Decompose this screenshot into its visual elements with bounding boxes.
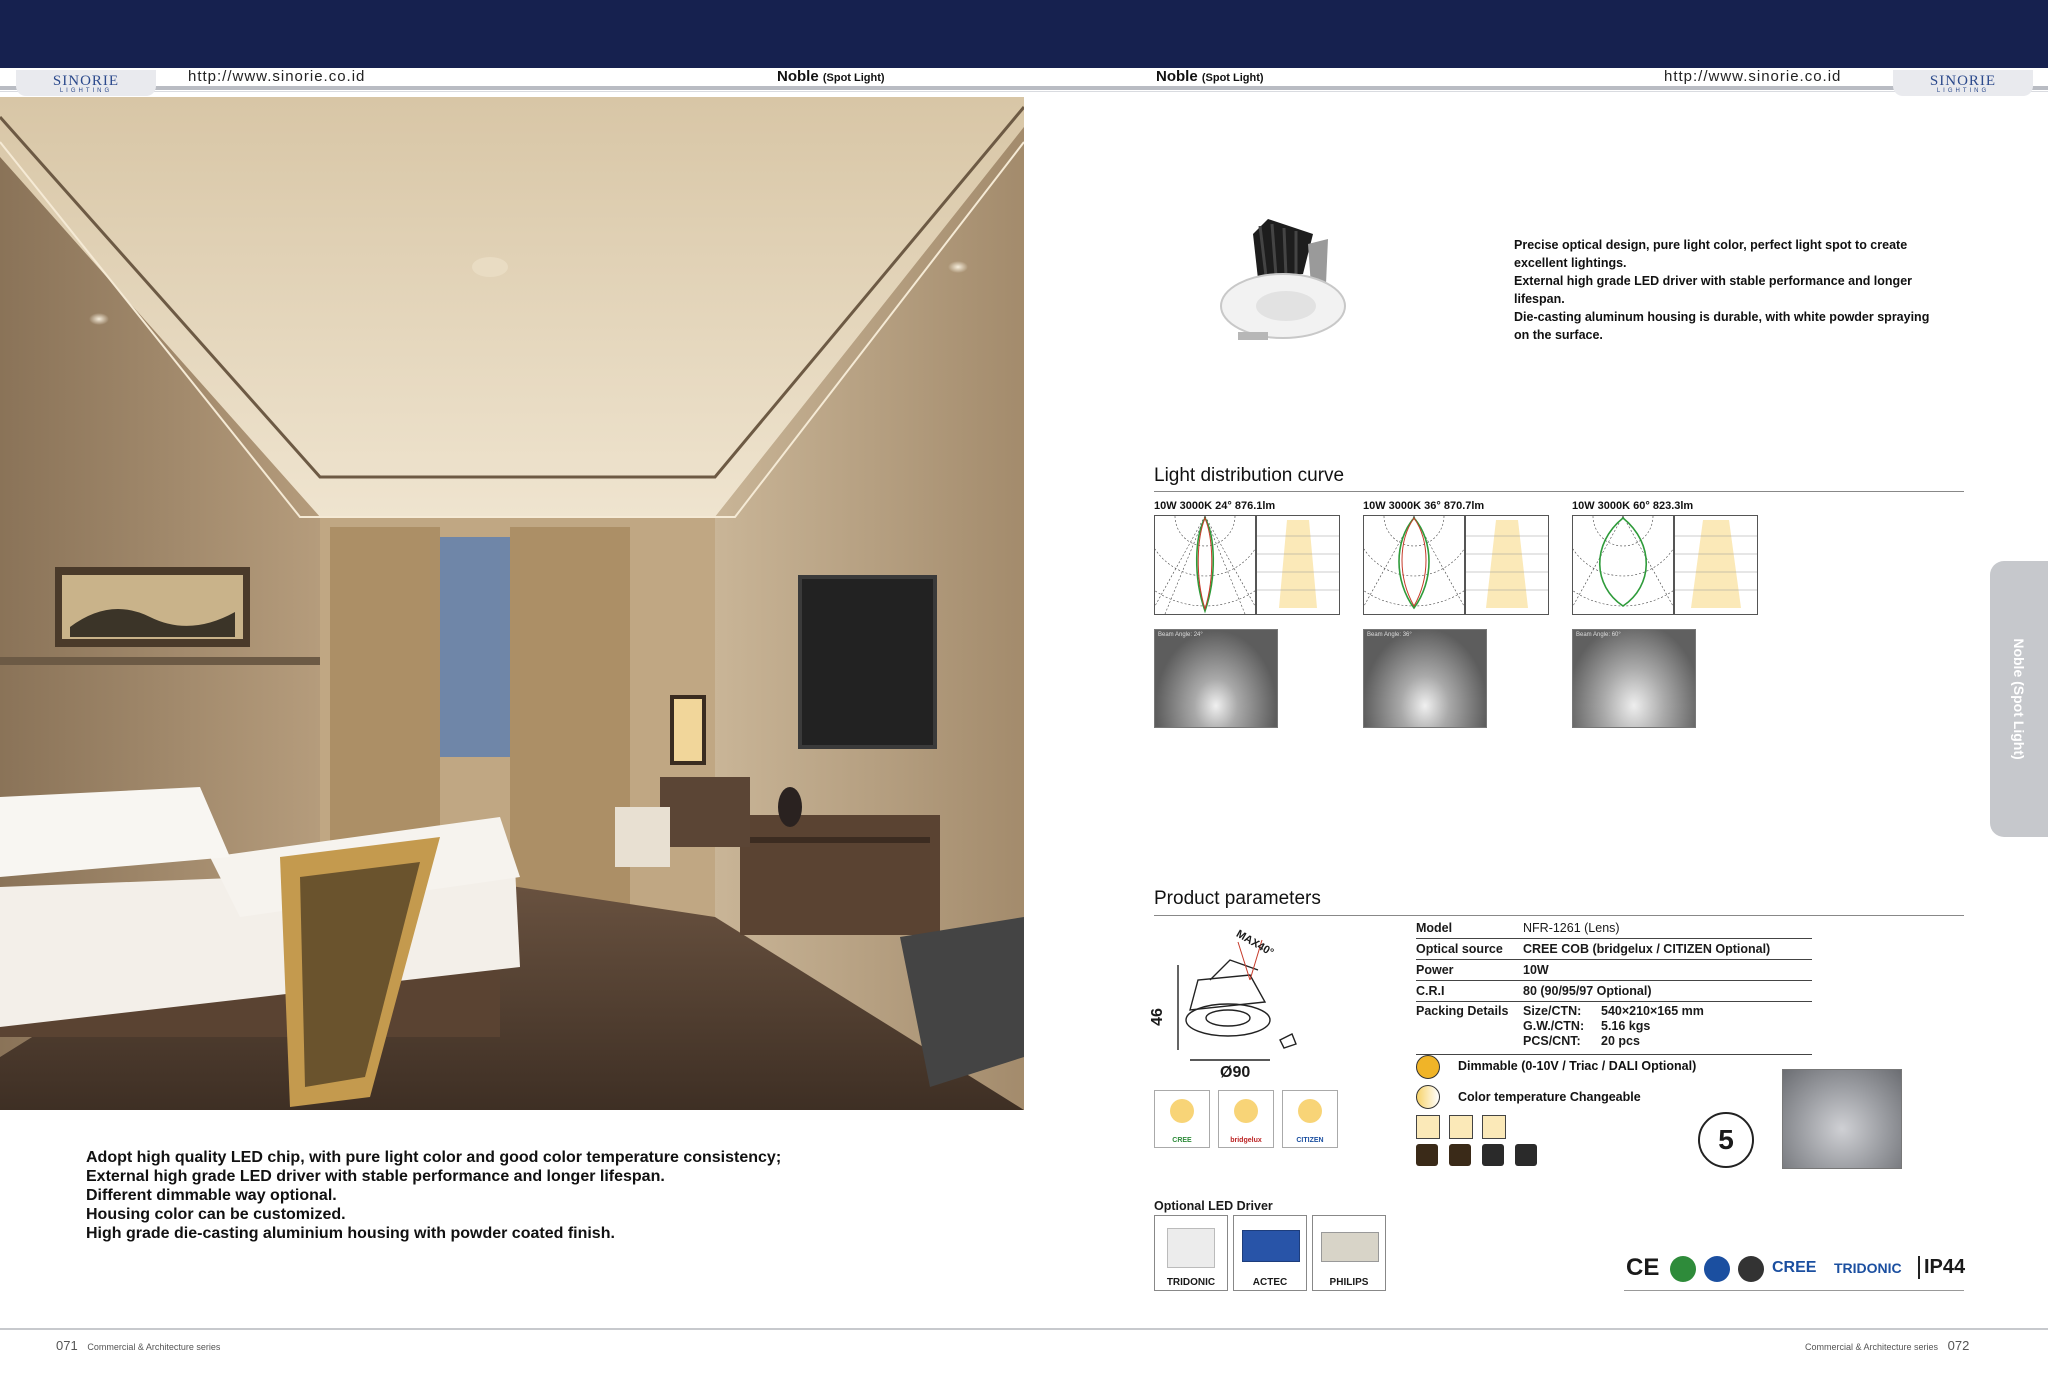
description-line: External high grade LED driver with stable performance and longer lifespan. [1514,274,1913,306]
feature-item: High grade die-casting aluminium housing with powder coated finish. [86,1225,615,1242]
param-key: Optical source [1416,942,1503,956]
logo-right [1893,70,2033,96]
led-chip-icon [1298,1099,1322,1123]
curve-label: 10W 3000K 24° 876.1lm [1154,500,1276,512]
packing-key: G.W./CTN: [1523,1019,1585,1033]
side-tab[interactable] [1990,561,2048,837]
warranty-years: 5 [1718,1124,1734,1155]
logo-subtext: LIGHTING [1936,88,1990,94]
product-sub: (Spot Light) [1201,72,1264,84]
product-name: Noble [777,68,819,85]
beam-angle-label: Beam Angle: 60° [1576,632,1621,638]
warranty-badge [1698,1112,1754,1168]
beam-angle-photo [1363,629,1487,728]
dimmable-text: Dimmable (0-10V / Triac / DALI Optional) [1458,1059,1697,1073]
logo-text: SINORIE [1929,73,1997,89]
footer-left [56,1338,220,1353]
driver-box-icon [1321,1232,1379,1262]
product-description [1514,236,1934,344]
feature-item: Housing color can be customized. [86,1206,346,1223]
packing-key: PCS/CNT: [1523,1034,1581,1048]
hotel-room-image [0,97,1024,1110]
param-value: CREE COB (bridgelux / CITIZEN Optional) [1523,942,1771,956]
driver-label: ACTEC [1252,1277,1288,1288]
cct-daylight-icon [1515,1144,1537,1166]
logo-subtext: LIGHTING [59,88,113,94]
illuminance-table [1256,515,1340,615]
page-number: 072 [1947,1338,1970,1353]
curve-section-title: Light distribution curve [1154,465,1345,486]
page-title-right [1156,68,1264,85]
polar-curve-chart [1363,515,1465,615]
params-section-rule [1154,915,1964,916]
color-temp-text: Color temperature Changeable [1458,1090,1641,1104]
logo-text: SINORIE [52,73,120,89]
tilt-label: MAX40° [1234,928,1276,959]
feature-item: Different dimmable way optional. [86,1187,337,1204]
feature-item: External high grade LED driver with stable performance and longer lifespan. [86,1168,665,1185]
packing-value: 540×210×165 mm [1601,1004,1704,1018]
param-row [1416,918,1812,939]
cert-seal-icon [1738,1256,1764,1282]
footer-rule [0,1328,2048,1330]
packing-value: 5.16 kgs [1601,1019,1651,1033]
chip-brand-label: CITIZEN [1296,1137,1324,1144]
logo-left [16,70,156,96]
chip-brand-label: bridgelux [1230,1137,1262,1144]
cert-brand-cree: CREE [1772,1259,1817,1276]
param-key: C.R.I [1416,984,1445,998]
driver-section-title: Optional LED Driver [1154,1199,1273,1213]
illuminance-table [1674,515,1758,615]
curve-label: 10W 3000K 36° 870.7lm [1363,500,1485,512]
beam-angle-label: Beam Angle: 36° [1367,632,1412,638]
cert-brand-tridonic: TRIDONIC [1834,1260,1902,1276]
ce-icon: CE [1626,1254,1660,1281]
polar-curve-chart [1572,515,1674,615]
driver-label: TRIDONIC [1166,1277,1216,1288]
param-value: NFR-1261 (Lens) [1523,921,1620,935]
side-tab-label: Noble (Spot Light) [2011,638,2027,760]
chip-brand-citizen [1282,1090,1338,1148]
beam-angle-photo [1572,629,1696,728]
chip-brand-cree [1154,1090,1210,1148]
cct-neutral-icon [1449,1144,1471,1166]
beam-angle-photo [1154,629,1278,728]
driver-box-icon [1167,1228,1215,1268]
header-rule-thin [0,91,2048,92]
feature-list [86,1148,781,1243]
param-key: Model [1416,921,1453,935]
beam-36-icon [1449,1115,1473,1139]
beam-60-icon [1482,1115,1506,1139]
page-title-left [777,68,885,85]
packing-key: Size/CTN: [1523,1004,1582,1018]
series-name: Commercial & Architecture series [87,1342,221,1352]
beam-24-icon [1416,1115,1440,1139]
chip-brand-label: CREE [1172,1137,1192,1144]
driver-philips [1312,1215,1386,1291]
packing-details [1523,1004,1704,1048]
cct-warm-icon [1416,1144,1438,1166]
curve-label: 10W 3000K 60° 823.3lm [1572,500,1694,512]
driver-box-icon [1242,1230,1300,1262]
param-row [1416,960,1812,981]
color-temp-icon [1416,1085,1440,1109]
param-row [1416,939,1812,960]
feature-item: Adopt high quality LED chip, with pure light color and good color temperature consistency; [86,1149,782,1166]
dimension-diameter: Ø90 [1220,1064,1251,1081]
series-name: Commercial & Architecture series [1805,1342,1939,1352]
param-value: 80 (90/95/97 Optional) [1523,984,1652,998]
params-table [1416,918,1812,1055]
url-left[interactable]: http://www.sinorie.co.id [188,68,366,85]
footer-right [1805,1338,1969,1353]
driver-tridonic [1154,1215,1228,1291]
params-section-title: Product parameters [1154,888,1321,909]
description-line: Precise optical design, pure light color, perfect light spot to create excellent lightings. [1514,238,1908,270]
cert-seal-icon [1704,1256,1730,1282]
cct-cool-icon [1482,1144,1504,1166]
driver-label: PHILIPS [1329,1277,1369,1288]
param-row-packing [1416,1002,1812,1055]
corridor-sample-photo [1782,1069,1902,1169]
param-key: Packing Details [1416,1004,1509,1018]
packing-value: 20 pcs [1601,1034,1640,1048]
page-number: 071 [56,1338,78,1353]
certification-strip [1624,1250,1964,1291]
cert-seal-icon [1670,1256,1696,1282]
description-line: Die-casting aluminum housing is durable, with white powder spraying on the surface. [1514,310,1930,342]
illuminance-table [1465,515,1549,615]
param-value: 10W [1523,963,1549,977]
product-photo [1208,214,1368,364]
led-chip-icon [1170,1099,1194,1123]
dimension-height: 46 [1148,1008,1166,1026]
curve-section-rule [1154,491,1964,492]
polar-curve-chart [1154,515,1256,615]
beam-angle-label: Beam Angle: 24° [1158,632,1203,638]
product-sub: (Spot Light) [822,72,885,84]
param-row [1416,981,1812,1002]
chip-brand-bridgelux [1218,1090,1274,1148]
product-name: Noble [1156,68,1198,85]
header-rule [0,86,2048,90]
dimmable-icon [1416,1055,1440,1079]
url-right[interactable]: http://www.sinorie.co.id [1664,68,1842,85]
top-banner [0,0,2048,68]
ip-rating: IP44 [1918,1256,1965,1279]
param-key: Power [1416,963,1454,977]
driver-actec [1233,1215,1307,1291]
led-chip-icon [1234,1099,1258,1123]
